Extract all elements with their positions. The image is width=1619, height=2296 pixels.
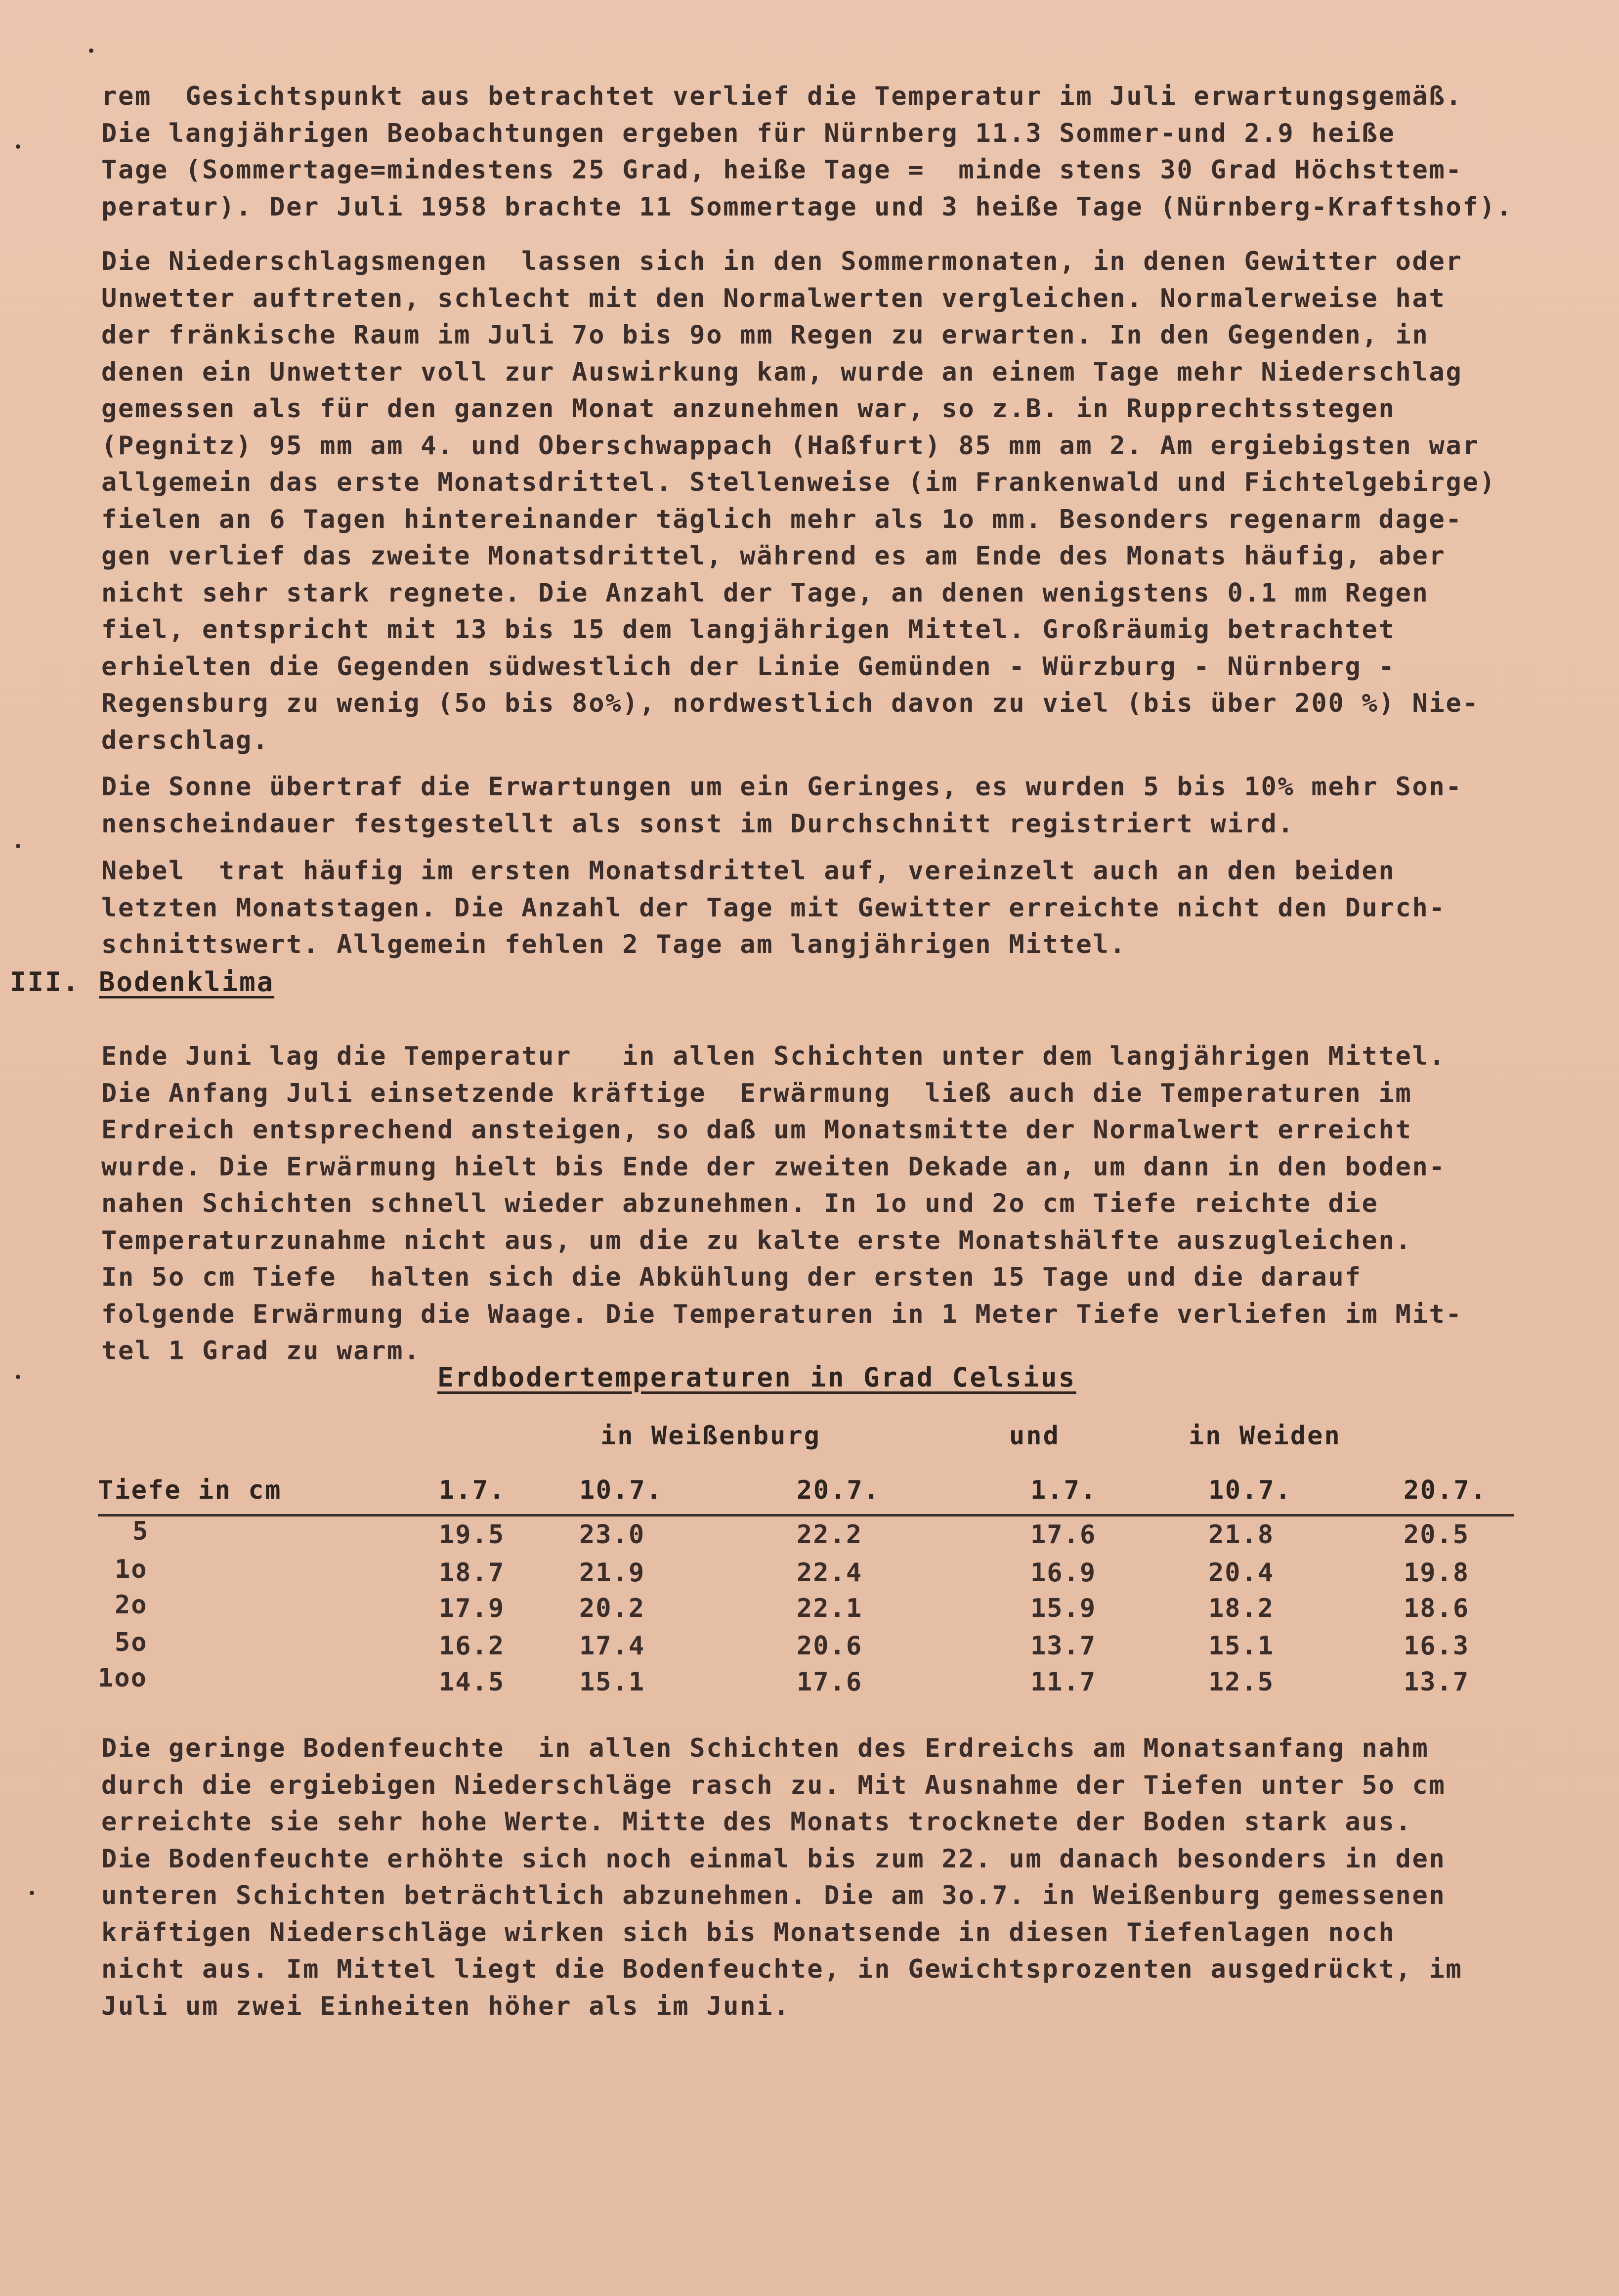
table-depth-header: Tiefe in cm	[98, 1475, 282, 1505]
table-cell: 15.9	[1030, 1594, 1097, 1623]
margin-mark	[16, 144, 20, 149]
table-location-and: und	[1009, 1421, 1060, 1451]
table-cell: 20.4	[1208, 1558, 1275, 1588]
text-line: denen ein Unwetter voll zur Auswirkung kam, wurde an einem Tage mehr Niederschlag	[101, 357, 1463, 387]
table-date-header: 20.7.	[1404, 1475, 1488, 1505]
text-line: nenscheindauer festgestellt als sonst im Durchschnitt registriert wird.	[101, 809, 1295, 839]
table-depth-cell: 2o	[115, 1590, 148, 1620]
table-cell: 18.6	[1404, 1594, 1470, 1623]
text-line: Juli um zwei Einheiten höher als im Juni.	[101, 1991, 791, 2021]
text-line: erreichte sie sehr hohe Werte. Mitte des Monats trocknete der Boden stark aus.	[101, 1807, 1412, 1837]
text-line: Erdreich entsprechend ansteigen, so daß um Monatsmitte der Normalwert erreicht	[101, 1115, 1412, 1145]
text-line: peratur). Der Juli 1958 brachte 11 Sommertage und 3 heiße Tage (Nürnberg-Kraftshof).	[101, 192, 1513, 222]
text-line: Die Anfang Juli einsetzende kräftige Erwärmung ließ auch die Temperaturen im	[101, 1078, 1412, 1108]
text-line: derschlag.	[101, 725, 270, 755]
table-cell: 19.8	[1404, 1558, 1470, 1588]
table-cell: 11.7	[1030, 1667, 1097, 1697]
margin-mark	[89, 48, 93, 53]
text-line: letzten Monatstagen. Die Anzahl der Tage mit Gewitter erreichte nicht den Durch-	[101, 893, 1446, 923]
paragraph-fog	[101, 853, 1534, 963]
table-date-header: 10.7.	[579, 1475, 663, 1505]
table-cell: 17.9	[439, 1594, 505, 1623]
text-line: unteren Schichten beträchtlich abzunehmen. Die am 3o.7. in Weißenburg gemessenen	[101, 1881, 1446, 1910]
text-line: durch die ergiebigen Niederschläge rasch zu. Mit Ausnahme der Tiefen unter 5o cm	[101, 1770, 1446, 1800]
table-date-header: 1.7.	[1030, 1475, 1098, 1505]
text-line: Unwetter auftreten, schlecht mit den Normalwerten vergleichen. Normalerweise hat	[101, 283, 1446, 313]
margin-mark	[16, 1375, 20, 1379]
text-line: Die geringe Bodenfeuchte in allen Schichten des Erdreichs am Monatsanfang nahm	[101, 1733, 1429, 1763]
text-line: folgende Erwärmung die Waage. Die Temperaturen in 1 Meter Tiefe verliefen im Mit-	[101, 1299, 1463, 1329]
table-cell: 15.1	[579, 1667, 645, 1697]
text-line: gemessen als für den ganzen Monat anzunehmen war, so z.B. in Rupprechtsstegen	[101, 394, 1396, 424]
text-line: Regensburg zu wenig (5o bis 8o%), nordwestlich davon zu viel (bis über 200 %) Nie-	[101, 689, 1480, 718]
margin-mark	[16, 844, 20, 848]
table-date-header: 20.7.	[797, 1475, 881, 1505]
paragraph-temperature	[101, 78, 1534, 225]
section-heading	[10, 966, 274, 997]
text-line: Temperaturzunahme nicht aus, um die zu kalte erste Monatshälfte auszugleichen.	[101, 1225, 1412, 1256]
table-cell: 23.0	[579, 1520, 645, 1550]
paragraph-soil-climate	[101, 1038, 1534, 1370]
table-cell: 19.5	[439, 1520, 505, 1550]
table-cell: 21.8	[1208, 1520, 1275, 1550]
table-cell: 17.6	[797, 1667, 863, 1697]
text-line: nicht sehr stark regnete. Die Anzahl der Tage, an denen wenigstens 0.1 mm Regen	[101, 578, 1429, 608]
table-date-header: 1.7.	[439, 1475, 506, 1505]
table-cell: 20.6	[797, 1631, 863, 1661]
text-line: Die Bodenfeuchte erhöhte sich noch einmal bis zum 22. um danach besonders in den	[101, 1844, 1446, 1874]
text-line: In 5o cm Tiefe halten sich die Abkühlung der ersten 15 Tage und die darauf	[101, 1262, 1362, 1292]
text-line: Die Niederschlagsmengen lassen sich in den Sommermonaten, in denen Gewitter oder	[101, 247, 1463, 276]
text-line: gen verlief das zweite Monatsdrittel, während es am Ende des Monats häufig, aber	[101, 541, 1446, 571]
table-cell: 15.1	[1208, 1631, 1275, 1661]
margin-mark	[30, 1891, 34, 1895]
text-line: rem Gesichtspunkt aus betrachtet verlief die Temperatur im Juli erwartungsgemäß.	[101, 82, 1463, 111]
text-line: erhielten die Gegenden südwestlich der Linie Gemünden - Würzburg - Nürnberg -	[101, 651, 1396, 682]
table-cell: 16.2	[439, 1631, 505, 1661]
text-line: tel 1 Grad zu warm.	[101, 1336, 421, 1366]
table-location-right: in Weiden	[1189, 1421, 1341, 1451]
table-cell: 16.9	[1030, 1558, 1097, 1588]
table-depth-cell: 1o	[115, 1555, 148, 1584]
section-number: III.	[10, 966, 81, 997]
text-line: nicht aus. Im Mittel liegt die Bodenfeuchte, in Gewichtsprozenten ausgedrückt, im	[101, 1954, 1463, 1984]
table-header-rule	[98, 1514, 1514, 1516]
table-depth-cell: 5o	[115, 1628, 148, 1657]
table-title: Erdbodertemperaturen in Grad Celsius	[437, 1362, 1076, 1393]
table-depth-cell: 5	[132, 1516, 149, 1546]
table-cell: 18.7	[439, 1558, 505, 1588]
text-line: Nebel trat häufig im ersten Monatsdrittel auf, vereinzelt auch an den beiden	[101, 856, 1396, 886]
text-line: (Pegnitz) 95 mm am 4. und Oberschwappach (Haßfurt) 85 mm am 2. Am ergiebigsten war	[101, 431, 1480, 461]
table-cell: 20.5	[1404, 1520, 1470, 1550]
table-cell: 12.5	[1208, 1667, 1275, 1697]
text-line: fiel, entspricht mit 13 bis 15 dem langjährigen Mittel. Großräumig betrachtet	[101, 615, 1396, 645]
paragraph-sunshine	[101, 769, 1534, 842]
text-line: wurde. Die Erwärmung hielt bis Ende der zweiten Dekade an, um dann in den boden-	[101, 1152, 1446, 1182]
text-line: der fränkische Raum im Juli 7o bis 9o mm Regen zu erwarten. In den Gegenden, in	[101, 320, 1429, 350]
table-cell: 13.7	[1030, 1631, 1097, 1661]
text-line: Tage (Sommertage=mindestens 25 Grad, heiße Tage = minde stens 30 Grad Höchsttem-	[101, 155, 1463, 185]
text-line: fielen an 6 Tagen hintereinander täglich mehr als 1o mm. Besonders regenarm dage-	[101, 504, 1463, 534]
text-line: Ende Juni lag die Temperatur in allen Schichten unter dem langjährigen Mittel.	[101, 1041, 1446, 1071]
text-line: allgemein das erste Monatsdrittel. Stellenweise (im Frankenwald und Fichtelgebirge)	[101, 468, 1496, 497]
table-cell: 22.2	[797, 1520, 863, 1550]
table-cell: 18.2	[1208, 1594, 1275, 1623]
text-line: schnittswert. Allgemein fehlen 2 Tage am langjährigen Mittel.	[101, 930, 1127, 959]
text-line: kräftigen Niederschläge wirken sich bis Monatsende in diesen Tiefenlagen noch	[101, 1917, 1396, 1948]
table-cell: 16.3	[1404, 1631, 1470, 1661]
table-cell: 17.4	[579, 1631, 645, 1661]
table-cell: 22.4	[797, 1558, 863, 1588]
table-cell: 17.6	[1030, 1520, 1097, 1550]
table-depth-cell: 1oo	[98, 1663, 147, 1693]
table-date-header: 10.7.	[1208, 1475, 1292, 1505]
table-cell: 13.7	[1404, 1667, 1470, 1697]
table-cell: 14.5	[439, 1667, 505, 1697]
table-cell: 20.2	[579, 1594, 645, 1623]
table-cell: 21.9	[579, 1558, 645, 1588]
table-cell: 22.1	[797, 1594, 863, 1623]
paragraph-precipitation	[101, 243, 1534, 759]
table-location-left: in Weißenburg	[600, 1421, 821, 1451]
text-line: Die Sonne übertraf die Erwartungen um ein Geringes, es wurden 5 bis 10% mehr Son-	[101, 772, 1463, 802]
text-line: nahen Schichten schnell wieder abzunehmen. In 1o und 2o cm Tiefe reichte die	[101, 1189, 1379, 1218]
paragraph-soil-moisture	[101, 1730, 1534, 2025]
section-title: Bodenklima	[99, 966, 275, 997]
text-line: Die langjährigen Beobachtungen ergeben für Nürnberg 11.3 Sommer-und 2.9 heiße	[101, 118, 1396, 148]
